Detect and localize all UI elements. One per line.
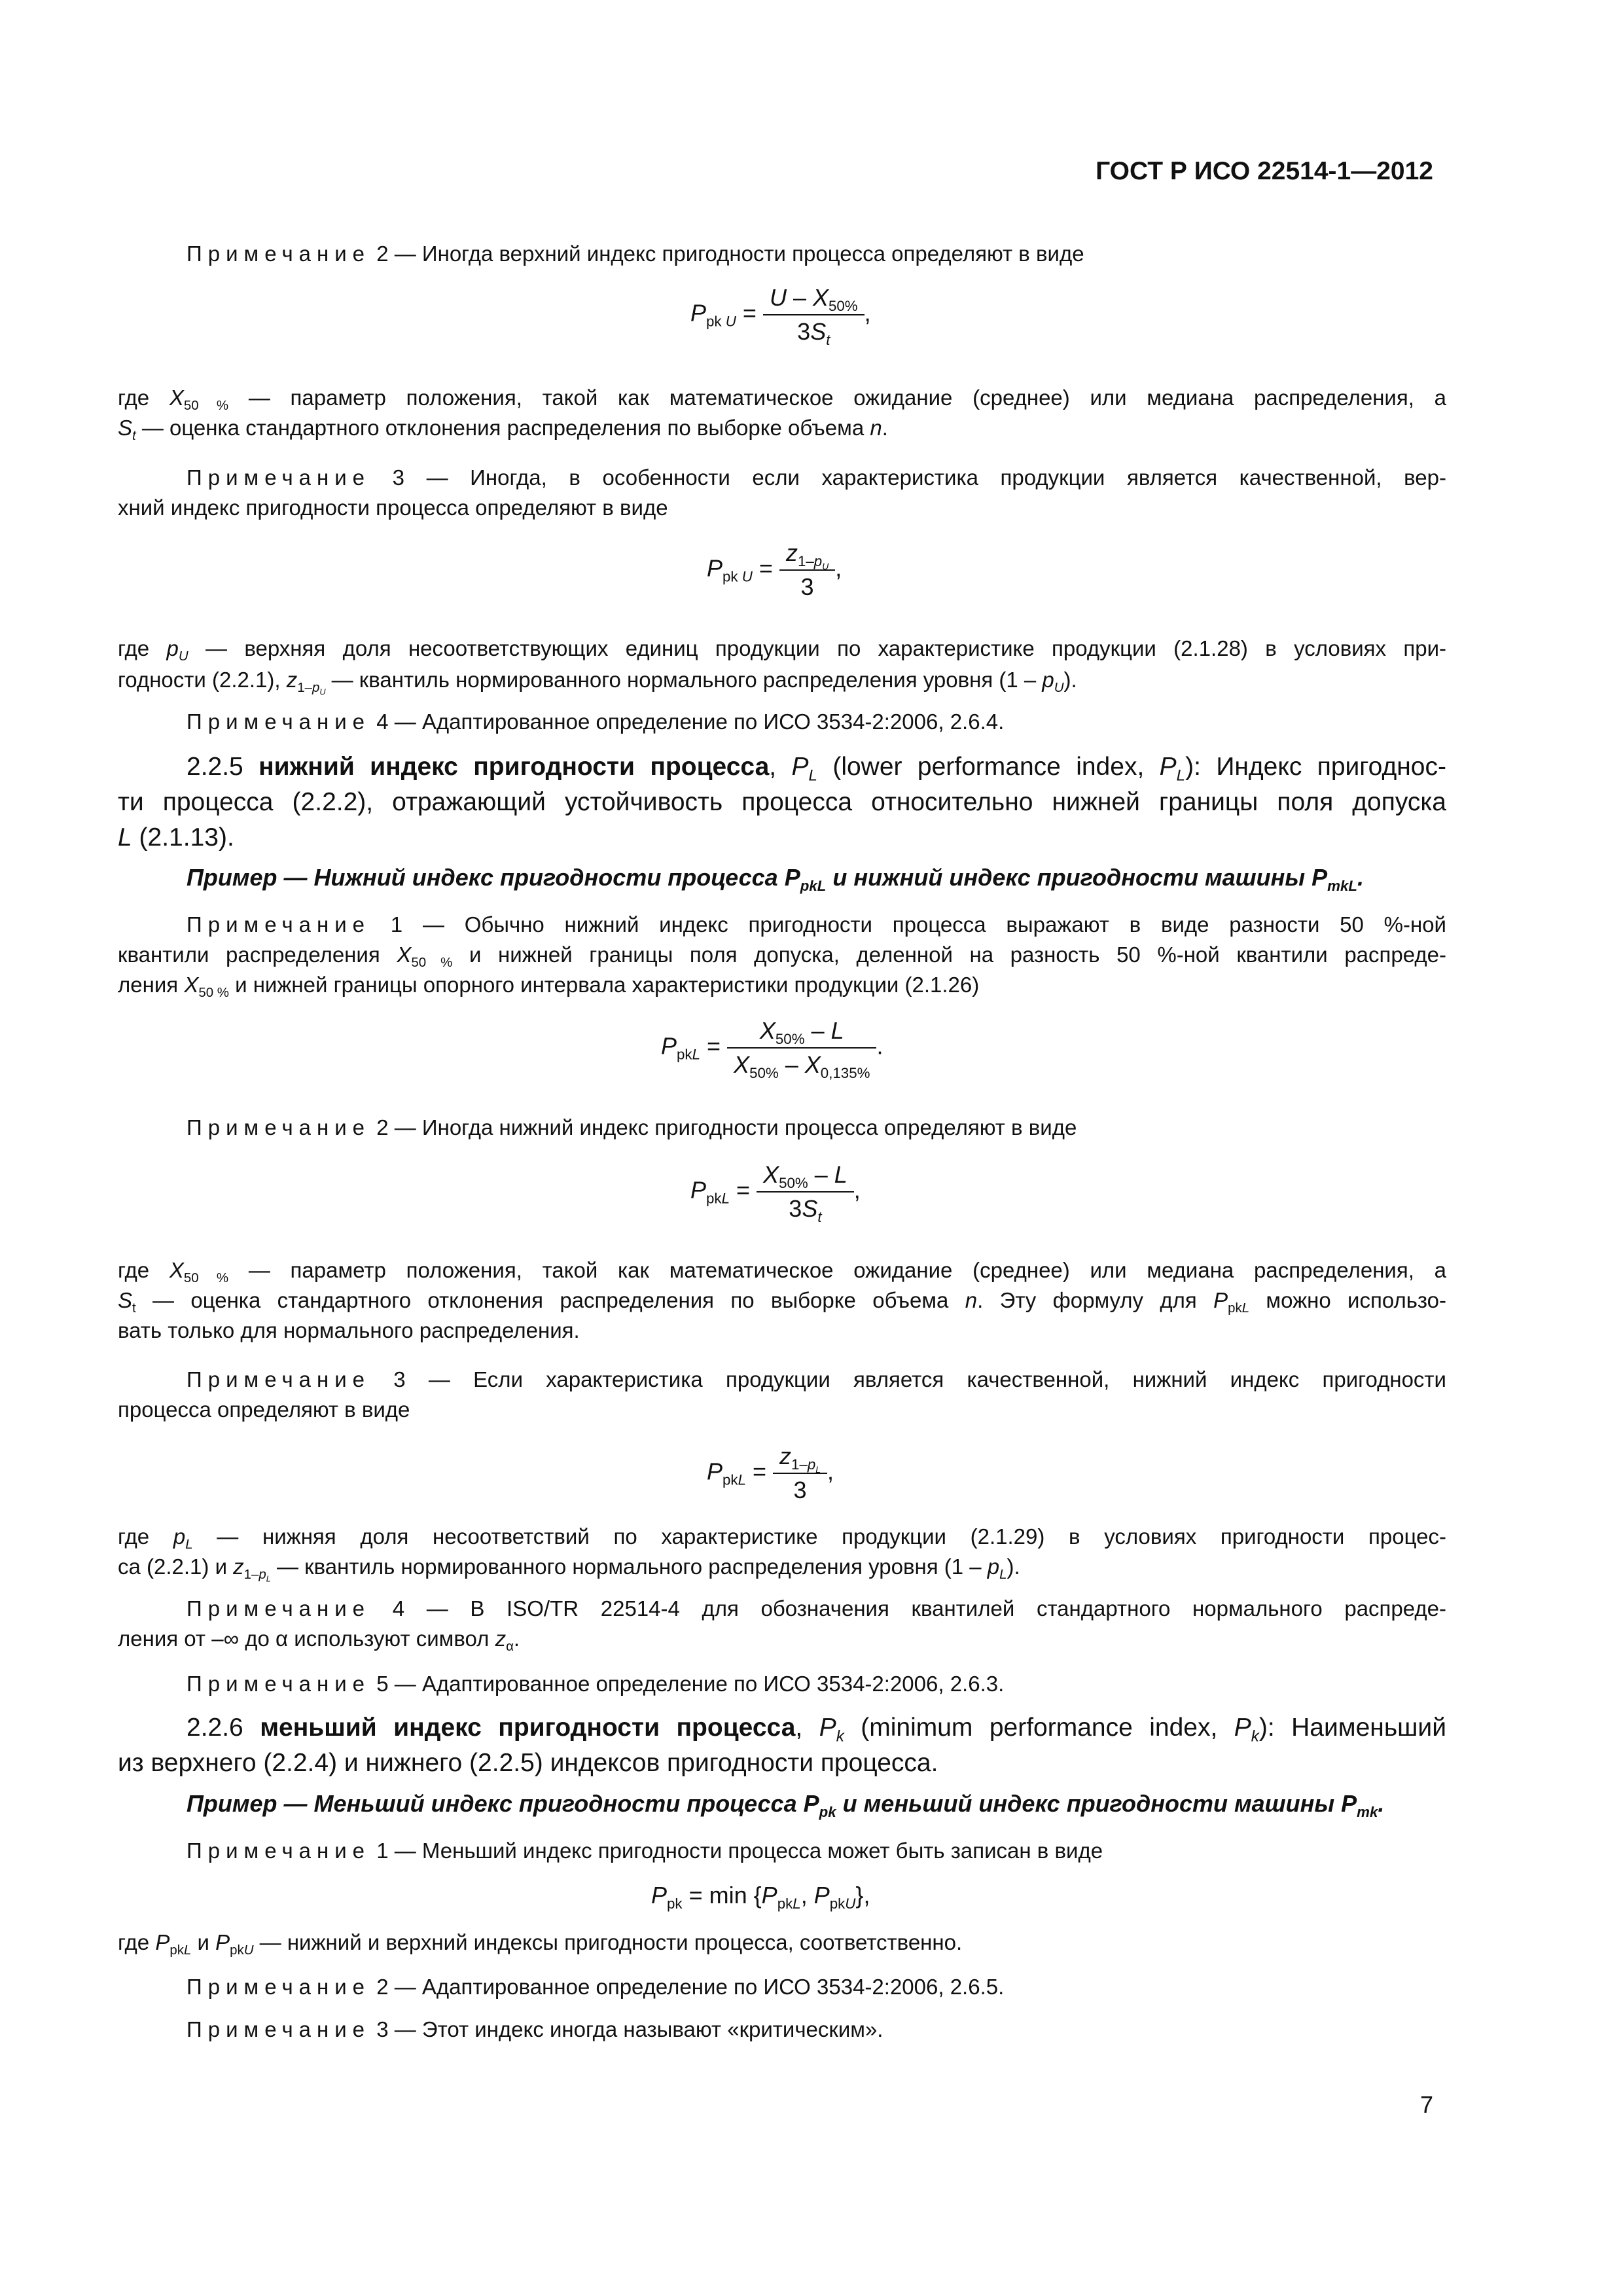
- note-5-lower: Примечание 5 — Адаптированное определение по ИСО 3534-2:2006, 2.6.3.: [187, 1672, 1005, 1696]
- where2-line-3: вать только для нормального распределения.: [118, 1318, 580, 1342]
- formula-ppkl-1: $P_{pkL}$ = $\frac{X_{50\%} - L}{X_{50\%} - X_{0,135\%}}$ .: [661, 1014, 883, 1081]
- example-1: Пример — Нижний индекс пригодности процесса $P_{pkL}$ и нижний индекс пригодности машины $P_{mkL}$.: [187, 864, 1364, 894]
- formula-ppku-1: $P_{pk U}$ = $\frac{U - X_{50\%}}{3S_t}$ ,: [690, 281, 871, 348]
- note-3-lower-line-2: процесса определяют в виде: [118, 1397, 410, 1422]
- section-2-2-5-line-3: L (2.1.13).: [118, 823, 234, 852]
- where-line-2: $S_t$ — оценка стандартного отклонения распределения по выборке объема n.: [118, 416, 888, 444]
- note-4-upper: Примечание 4 — Адаптированное определение по ИСО 3534-2:2006, 2.6.4.: [187, 709, 1005, 734]
- note-2-min: Примечание 2 — Адаптированное определение по ИСО 3534-2:2006, 2.6.5.: [187, 1975, 1005, 1999]
- where3-line-2: са (2.2.1) и $z_{1-p_L}$ — квантиль нормированного нормального распределения уровня $(1 - p_L)$.: [118, 1554, 1020, 1584]
- document-code: ГОСТ Р ИСО 22514-1—2012: [1096, 157, 1433, 185]
- where-pu-line-2: годности (2.2.1), $z_{1-p_U}$ — квантиль нормированного нормального распределения уровня $(1 - p_U)$.: [118, 668, 1077, 697]
- note-1-min: Примечание 1 — Меньший индекс пригодности процесса может быть записан в виде: [187, 1839, 1103, 1863]
- where2-line-2: $S_t$ — оценка стандартного отклонения распределения по выборке объема n. Эту формулу для $P_{pkL}$ можно использо-: [118, 1288, 1447, 1316]
- note-3-upper: Примечание 3 — Иногда, в особенности если характеристика продукции является качественной, вер-: [187, 465, 1446, 490]
- note-2-upper: Примечание 2 — Иногда верхний индекс пригодности процесса определяют в виде: [187, 242, 1084, 266]
- note-4-lower-line-2: ления от –∞ до α используют символ $z_\alpha$.: [118, 1626, 520, 1655]
- example-2: Пример — Меньший индекс пригодности процесса $P_{pk}$ и меньший индекс пригодности машины $P_{mk}$.: [187, 1790, 1385, 1820]
- where-line-1: где $X_{50 \%}$ — параметр положения, такой как математическое ожидание (среднее) или медиана распределения, а: [118, 386, 1446, 414]
- note-3-lower-line-1: Примечание 3 — Если характеристика продукции является качественной, нижний индекс пригодности: [187, 1367, 1446, 1391]
- section-2-2-5-line-2: ти процесса (2.2.2), отражающий устойчивость процесса относительно нижней границы поля допуска: [118, 788, 1446, 816]
- note-3-min: Примечание 3 — Этот индекс иногда называют «критическим».: [187, 2017, 883, 2041]
- formula-ppk-min: $P_{pk} = \min \{P_{pkL}$, $P_{pkU}$},: [651, 1882, 870, 1912]
- note-4-lower-line-1: Примечание 4 — В ISO/TR 22514-4 для обозначения квантилей стандартного нормального распреде-: [187, 1596, 1446, 1621]
- section-2-2-6-line-1: 2.2.6 меньший индекс пригодности процесса, $P_k$ (minimum performance index, $P_k$): Наименьший: [187, 1713, 1446, 1746]
- where2-line-1: где $X_{50 \%}$ — параметр положения, такой как математическое ожидание (среднее) или медиана распределения, а: [118, 1258, 1446, 1286]
- note-1-lower-line-1: Примечание 1 — Обычно нижний индекс пригодности процесса выражают в виде разности 50 %-ной: [187, 912, 1446, 937]
- where4-line: где $P_{pkL}$ и $P_{pkU}$ — нижний и верхний индексы пригодности процесса, соответственно.: [118, 1930, 963, 1958]
- formula-ppkl-3: $P_{pkL}$ = $\frac{z_{1-p_L}}{3}$ ,: [707, 1440, 834, 1507]
- note-1-lower-line-2: квантили распределения $X_{50 \%}$ и нижней границы поля допуска, деленной на разность 50 %-ной квантили распреде-: [118, 942, 1446, 971]
- formula-ppku-2: $P_{pk U}$ = $\frac{z_{1-p_U}}{3}$ ,: [707, 537, 842, 603]
- note-1-lower-line-3: ления $X_{50 \%}$ и нижней границы опорного интервала характеристики продукции (2.1.26): [118, 973, 980, 1001]
- where-pu-line-1: где $p_U$ — верхняя доля несоответствующих единиц продукции по характеристике продукции (2.1.28) в условиях при-: [118, 636, 1447, 664]
- page-number: 7: [1419, 2091, 1433, 2118]
- section-2-2-6-line-2: из верхнего (2.2.4) и нижнего (2.2.5) индексов пригодности процесса.: [118, 1749, 938, 1777]
- note-2-lower: Примечание 2 — Иногда нижний индекс пригодности процесса определяют в виде: [187, 1115, 1077, 1139]
- formula-ppkl-2: $P_{pkL}$ = $\frac{X_{50\%} - L}{3S_t}$ ,: [690, 1158, 861, 1225]
- where3-line-1: где $p_L$ — нижняя доля несоответствий по характеристике продукции (2.1.29) в условиях пригодности процес-: [118, 1524, 1446, 1552]
- note-3-upper-cont: хний индекс пригодности процесса определяют в виде: [118, 495, 668, 520]
- section-2-2-5-line-1: 2.2.5 нижний индекс пригодности процесса, $P_L$ (lower performance index, $P_L$): Индекс пригоднос-: [187, 753, 1446, 785]
